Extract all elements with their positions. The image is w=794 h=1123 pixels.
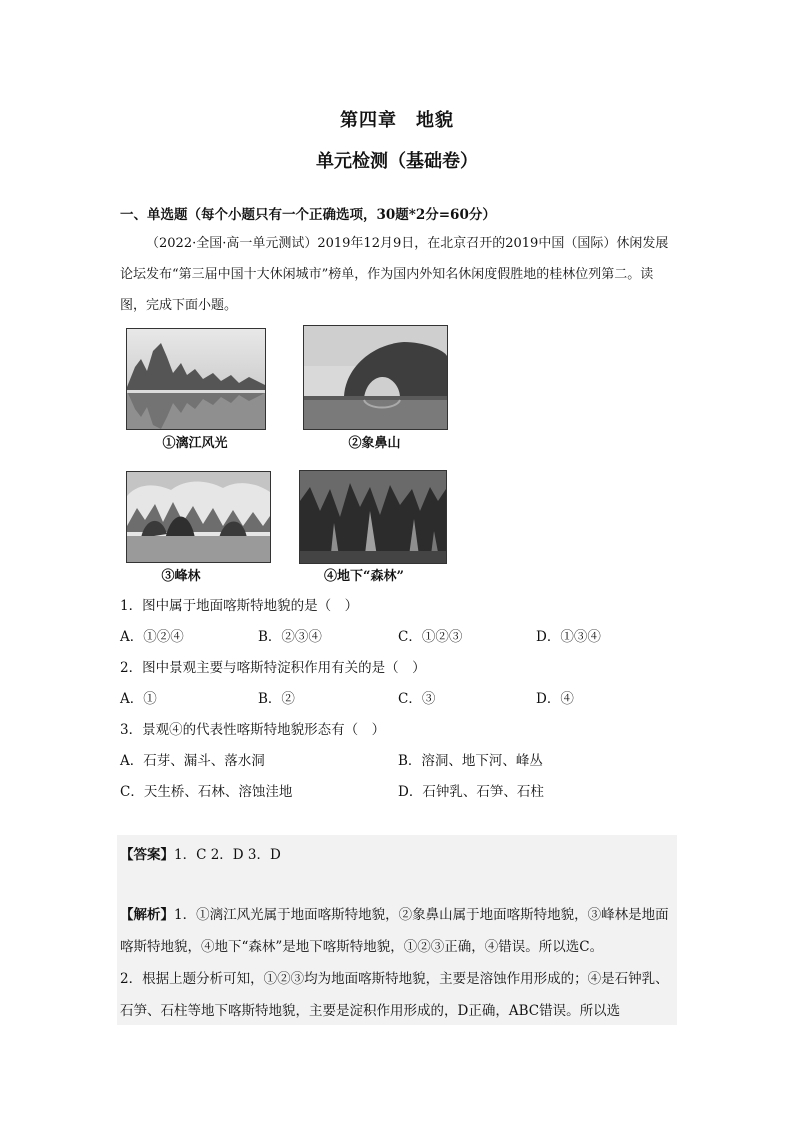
option-a[interactable]: A．①②④ bbox=[120, 629, 184, 645]
explanation bbox=[120, 899, 672, 1027]
question-stem: 1．图中属于地面喀斯特地貌的是（ ） bbox=[120, 598, 359, 614]
option-c[interactable]: C．①②③ bbox=[398, 629, 463, 645]
option-d[interactable]: D．④ bbox=[536, 691, 574, 707]
question-stem: 3．景观④的代表性喀斯特地貌形态有（ ） bbox=[120, 722, 386, 738]
underground-forest-photo bbox=[299, 470, 447, 564]
figure-caption: ③峰林 bbox=[161, 569, 201, 584]
peak-forest-photo bbox=[126, 471, 271, 563]
elephant-trunk-hill-photo bbox=[303, 325, 448, 430]
explanation-line-1: 1．①漓江风光属于地面喀斯特地貌，②象鼻山属于地面喀斯特地貌，③峰林是地面喀斯特地貌，④地下“森林”是地下喀斯特地貌，①②③正确，④错误。所以选C。 bbox=[120, 907, 669, 955]
option-d[interactable]: D．①③④ bbox=[536, 629, 601, 645]
question-stem: 2．图中景观主要与喀斯特淀积作用有关的是（ ） bbox=[120, 660, 426, 676]
section-heading: 一、单选题（每个小题只有一个正确选项，30题*2分=60分） bbox=[120, 207, 496, 223]
option-b[interactable]: B．② bbox=[258, 691, 295, 707]
figure-caption: ②象鼻山 bbox=[348, 436, 401, 451]
option-a[interactable]: A．石芽、漏斗、落水洞 bbox=[120, 753, 265, 769]
answer-line bbox=[120, 843, 676, 863]
intro-paragraph: （2022·全国·高一单元测试）2019年12月9日，在北京召开的2019中国（国际）休闲发展论坛发布“第三届中国十大休闲城市”榜单，作为国内外知名休闲度假胜地的桂林位列第二。读图，完成下面小题。 bbox=[120, 236, 669, 313]
figure-caption: ①漓江风光 bbox=[162, 436, 228, 451]
page-subtitle: 单元检测（基础卷） bbox=[316, 151, 478, 172]
option-c[interactable]: C．天生桥、石林、溶蚀洼地 bbox=[120, 784, 293, 800]
explanation-line-2: 2．根据上题分析可知，①②③均为地面喀斯特地貌，主要是溶蚀作用形成的；④是石钟乳、石笋、石柱等地下喀斯特地貌，主要是淀积作用形成的，D正确，ABC错误。所以选 bbox=[120, 971, 669, 1019]
chapter-title: 第四章 地貌 bbox=[340, 110, 454, 131]
option-c[interactable]: C．③ bbox=[398, 691, 436, 707]
explanation-label: 【解析】 bbox=[120, 907, 174, 923]
option-a[interactable]: A．① bbox=[120, 691, 157, 707]
answer-label: 【答案】 bbox=[120, 847, 174, 863]
figure-caption: ④地下“森林” bbox=[324, 569, 404, 584]
li-river-photo bbox=[126, 328, 266, 430]
option-b[interactable]: B．②③④ bbox=[258, 629, 322, 645]
answer-text: 1．C 2．D 3．D bbox=[174, 847, 281, 863]
option-b[interactable]: B．溶洞、地下河、峰丛 bbox=[398, 753, 543, 769]
option-d[interactable]: D．石钟乳、石笋、石柱 bbox=[398, 784, 544, 800]
